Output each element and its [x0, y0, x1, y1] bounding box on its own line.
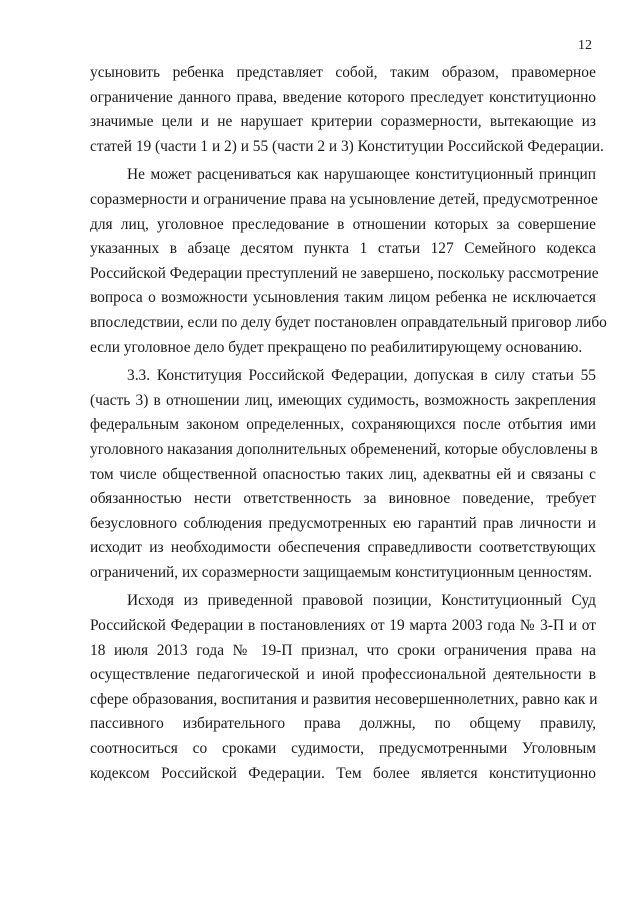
text-line: если уголовное дело будет прекращено по реабилитирующему основанию.: [90, 338, 583, 356]
text-line: ограничений, их соразмерности защищаемым конституционным ценностям.: [90, 563, 592, 581]
text-line: уголовного наказания дополнительных обременений, которые обусловлены в: [90, 440, 598, 458]
text-line: соотноситься со сроками судимости, предусмотренными Уголовным: [90, 740, 596, 758]
text-line: Российской Федерации преступлений не завершено, поскольку рассмотрение: [90, 264, 599, 282]
text-line: кодексом Российской Федерации. Тем более является конституционно: [90, 764, 596, 782]
text-line: том числе общественной опасностью таких лиц, адекватны ей и связаны с: [90, 465, 596, 483]
page-number: 12: [578, 38, 592, 53]
paragraph-4: [90, 589, 596, 786]
paragraph-2: [90, 163, 607, 360]
text-line: Российской Федерации в постановлениях от 19 марта 2003 года № 3-П и от: [90, 617, 596, 635]
paragraph-1: [90, 61, 604, 159]
text-line: пассивного избирательного права должны, по общему правилу,: [90, 715, 596, 733]
text-line: осуществление педагогической и иной профессиональной деятельности в: [90, 666, 596, 684]
paragraph-3: [90, 364, 596, 585]
text-line: статей 19 (части 1 и 2) и 55 (части 2 и 3) Конституции Российской Федерации.: [90, 137, 604, 155]
text-line: 18 июля 2013 года № 19-П признал, что сроки ограничения права на: [90, 641, 596, 659]
text-line: Не может расцениваться как нарушающее конституционный принцип: [127, 166, 596, 184]
text-line: указанных в абзаце десятом пункта 1 статьи 127 Семейного кодекса: [90, 240, 596, 258]
text-line: федеральным законом определенных, сохраняющихся после отбытия ими: [90, 416, 596, 434]
text-line: вопроса о возможности усыновления таким лицом ребенка не исключается: [90, 289, 596, 307]
text-line: сфере образования, воспитания и развития несовершеннолетних, равно как и: [90, 690, 598, 708]
text-line: безусловного соблюдения предусмотренных ею гарантий прав личности и: [90, 514, 596, 532]
text-line: для лиц, уголовное преследование в отношении которых за совершение: [90, 215, 596, 233]
text-line: ограничение данного права, введение которого преследует конституционно: [90, 88, 596, 106]
text-line: усыновить ребенка представляет собой, таким образом, правомерное: [90, 64, 596, 81]
document-body: [90, 61, 607, 786]
text-line: значимые цели и не нарушает критерии соразмерности, вытекающие из: [90, 113, 596, 131]
text-line: (часть 3) в отношении лиц, имеющих судимость, возможность закрепления: [90, 391, 596, 409]
text-line: 3.3. Конституция Российской Федерации, допуская в силу статьи 55: [127, 367, 596, 385]
text-line: обязанностью нести ответственность за виновное поведение, требует: [90, 490, 596, 508]
text-line: исходит из необходимости обеспечения справедливости соответствующих: [90, 539, 596, 557]
text-line: впоследствии, если по делу будет постановлен оправдательный приговор либо: [90, 313, 607, 331]
text-line: соразмерности и ограничение права на усыновление детей, предусмотренное: [90, 190, 598, 208]
text-line: Исходя из приведенной правовой позиции, Конституционный Суд: [127, 592, 596, 610]
